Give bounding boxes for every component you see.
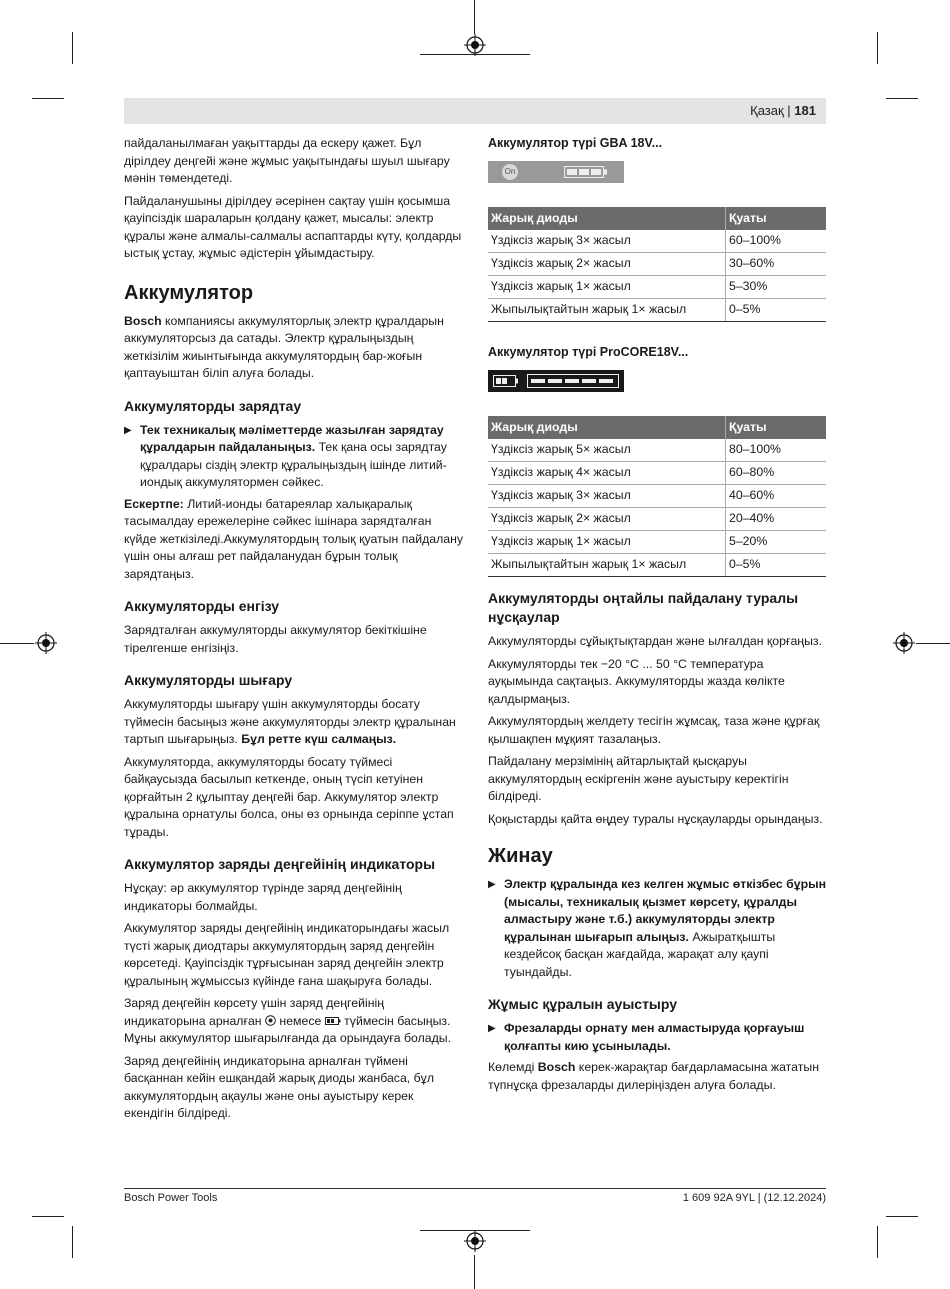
paragraph: пайдаланылмаған уақыттарды да ескеру қажет. Бұл дірілдеу деңгейі және жұмыс уақытындағы шуыл шығару мәнін төмендетеді. [124, 136, 450, 185]
paragraph: Пайдалану мерзімінің айтарлықтай қысқаруы аккумулятордың ескіргенін және ауыстыру керектігін білдіреді. [488, 754, 789, 803]
procore-indicator-illustration [488, 370, 624, 392]
battery-leds-icon [564, 166, 608, 178]
paragraph: Пайдаланушыны дірілдеу әсерінен сақтау үшін қосымша қауіпсіздік шараларын қолдану қажет, мысалы: электр құралы және алмалы-салмалы аспаптарды күту, қолдарды ыстық ұстау, жұмыс әдістерін ұйымдастыру. [124, 193, 462, 260]
table-header: Қуаты [726, 416, 827, 440]
table-row [488, 462, 826, 485]
table-cell: 30–60% [726, 253, 827, 276]
paragraph: Нұсқау: әр аккумулятор түрінде заряд деңгейінің индикаторы болмайды. [124, 881, 402, 913]
table-row [488, 554, 826, 577]
list-item: ▶ Фрезаларды орнату мен алмастыруда қорғауыш қолғапты кию ұсынылады. [488, 1021, 805, 1053]
table-header: Жарық диоды [488, 416, 726, 440]
on-button-icon: On [502, 164, 518, 180]
section-heading: Аккумулятор [124, 281, 254, 304]
table-cell: Үздіксіз жарық 1× жасыл [488, 276, 726, 299]
list-item: ▶ Тек техникалық мәліметтерде жазылған зарядтау құралдарын пайдаланыңыз. Тек қана осы зарядтау құралдары сіздің электр құралыңыздың ішінде литий-иондық аккумулятормен сәйкес. [124, 422, 447, 489]
subsection-heading: Аккумуляторды енгізу [124, 598, 280, 614]
table-header: Қуаты [726, 207, 827, 231]
table-row [488, 299, 826, 322]
subsection-heading: Аккумулятор заряды деңгейінің индикаторы [124, 856, 436, 872]
table-cell: Үздіксіз жарық 5× жасыл [488, 439, 726, 462]
triangle-bullet-icon: ▶ [488, 1023, 496, 1034]
procore-led-table [488, 416, 826, 578]
right-column [488, 135, 828, 1099]
paragraph: Заряд деңгейін көрсету үшін заряд деңгейінің индикаторына арналған немесе түймесін басыңыз. Мұны аккумулятор шығарылғанда да орындауға болады. [124, 996, 452, 1045]
paragraph: Bosch компаниясы аккумуляторлық электр құралдарын аккумуляторсыз да сатады. Электр құралыңыздың жеткізілім жиынтығында аккумулятордың бар-жоғын қаптауыштан біліп алуға болады. [124, 313, 444, 380]
note: Ескертпе: Литий-ионды батареялар халықаралық тасымалдау ережелеріне сәйкес ішінара зарядталған күйде жеткізіледі.Аккумулятордың толық қуатын пайдалану үшін оны алғаш рет пайдаланудан бұрын толық зарядтаңыз. [124, 496, 464, 581]
subsection-heading: Аккумуляторды оңтайлы пайдалану туралы нұсқаулар [488, 590, 799, 625]
table-cell: 60–80% [726, 462, 827, 485]
table-row [488, 276, 826, 299]
battery-type-heading: Аккумулятор түрі ProCORE18V... [488, 345, 689, 359]
paragraph: Қоқыстарды қайта өңдеу туралы нұсқауларды орындаңыз. [488, 811, 823, 826]
table-cell: Үздіксіз жарық 3× жасыл [488, 230, 726, 253]
table-cell: 40–60% [726, 485, 827, 508]
paragraph: Зарядталған аккумуляторды аккумулятор бекіткішіне тірелгенше енгізіңіз. [124, 623, 427, 655]
crop-mark [886, 98, 918, 99]
crop-mark [474, 1255, 475, 1289]
table-cell: Үздіксіз жарық 1× жасыл [488, 531, 726, 554]
crop-mark [0, 643, 34, 644]
table-cell: 0–5% [726, 554, 827, 577]
list-item: ▶ Электр құралында кез келген жұмыс өткізбес бұрын (мысалы, техникалық қызмет көрсету, құралды алмастыру және т.б.) аккумуляторды электр құралынан шығарып алыңыз. Ажыратқышты кездейсоқ басқан жағдайда, жарақат алу қаупі туындайды. [488, 877, 827, 979]
header-language: Қазақ [750, 103, 784, 118]
paragraph: Аккумуляторды шығару үшін аккумуляторды босату түймесін басыңыз және аккумуляторды электр құралынан тартып шығарыңыз. Бұл ретте күш салмаңыз. [124, 697, 456, 746]
table-row [488, 439, 826, 462]
footer-divider [124, 1188, 826, 1189]
table-cell: Жыпылықтайтын жарық 1× жасыл [488, 554, 726, 577]
registration-mark-icon [893, 632, 915, 654]
footer-left: Bosch Power Tools [124, 1192, 218, 1204]
subsection-heading: Жұмыс құралын ауыстыру [488, 996, 678, 1012]
left-column [124, 135, 464, 1128]
paragraph: Аккумуляторды сұйықтықтардан және ылғалдан қорғаңыз. [488, 634, 822, 648]
triangle-bullet-icon: ▶ [124, 424, 132, 436]
paragraph: Аккумулятордың желдету тесігін жұмсақ, таза және құрғақ қылшақпен мұқият тазалаңыз. [488, 714, 820, 746]
battery-type-heading: Аккумулятор түрі GBA 18V... [488, 136, 663, 150]
table-cell: 5–30% [726, 276, 827, 299]
registration-mark-icon [35, 632, 57, 654]
paragraph: Көлемді Bosch керек-жарақтар бағдарламасына жататын түпнұсқа фрезаларды дилеріңізден алуға болады. [488, 1060, 820, 1092]
paragraph: Заряд деңгейінің индикаторына арналған түймені басқаннан кейін ешқандай жарық диоды жанбаса, бұл аккумулятордың ақаулы және оны ауыстыру керек екендігін білдіреді. [124, 1053, 434, 1120]
table-header: Жарық диоды [488, 207, 726, 231]
page-number: 181 [794, 103, 816, 118]
table-cell: 60–100% [726, 230, 827, 253]
crop-mark [474, 0, 475, 34]
paragraph: Аккумулятор заряды деңгейінің индикаторындағы жасыл түсті жарық диодтары аккумулятордың заряд деңгейін көрсетеді. Қауіпсіздік тұрғысынан заряд деңгейін электр құралының жұмыссыз күйінде ғана шақыруға болады. [124, 921, 450, 988]
table-cell: Үздіксіз жарық 4× жасыл [488, 462, 726, 485]
crop-mark [877, 32, 878, 64]
crop-mark [32, 98, 64, 99]
paragraph: Аккумуляторды тек −20 °C ... 50 °C температура ауқымында сақтаңыз. Аккумуляторды жазда көлікте қалдырмаңыз. [488, 656, 785, 706]
crop-mark [72, 32, 73, 64]
battery-leds-icon [493, 374, 621, 388]
table-row [488, 485, 826, 508]
table-cell: 0–5% [726, 299, 827, 322]
gba-led-table [488, 207, 826, 323]
paragraph: Аккумуляторда, аккумуляторды босату түймесі байқаусызда басылып кеткенде, оның түсіп кетуінен қорғайтын 2 құлыптау деңгейі бар. Аккумулятор электр құралына орнатулы болса, оны өз орнында серіппе ұстап тұрады. [124, 754, 454, 839]
page-header: Қазақ | 181 [124, 98, 826, 124]
crop-mark [886, 1216, 918, 1217]
registration-mark-icon [464, 34, 486, 56]
crop-mark [916, 643, 950, 644]
section-heading: Жинау [488, 845, 553, 867]
triangle-bullet-icon: ▶ [488, 879, 496, 890]
gba-indicator-illustration [488, 161, 624, 183]
footer-right: 1 609 92A 9YL | (12.12.2024) [682, 1192, 826, 1204]
on-button-icon [265, 1015, 276, 1026]
table-cell: Үздіксіз жарық 2× жасыл [488, 508, 726, 531]
table-cell: Үздіксіз жарық 3× жасыл [488, 485, 726, 508]
subsection-heading: Аккумуляторды зарядтау [124, 397, 302, 414]
table-cell: Жыпылықтайтын жарық 1× жасыл [488, 299, 726, 322]
table-row [488, 531, 826, 554]
table-cell: 20–40% [726, 508, 827, 531]
table-row [488, 230, 826, 253]
crop-mark [72, 1226, 73, 1258]
crop-mark [877, 1226, 878, 1258]
registration-mark-icon [464, 1230, 486, 1252]
subsection-heading: Аккумуляторды шығару [124, 672, 293, 688]
battery-button-icon [325, 1016, 341, 1026]
table-row [488, 508, 826, 531]
table-cell: 5–20% [726, 531, 827, 554]
table-row [488, 253, 826, 276]
table-cell: 80–100% [726, 439, 827, 462]
crop-mark [32, 1216, 64, 1217]
table-cell: Үздіксіз жарық 2× жасыл [488, 253, 726, 276]
